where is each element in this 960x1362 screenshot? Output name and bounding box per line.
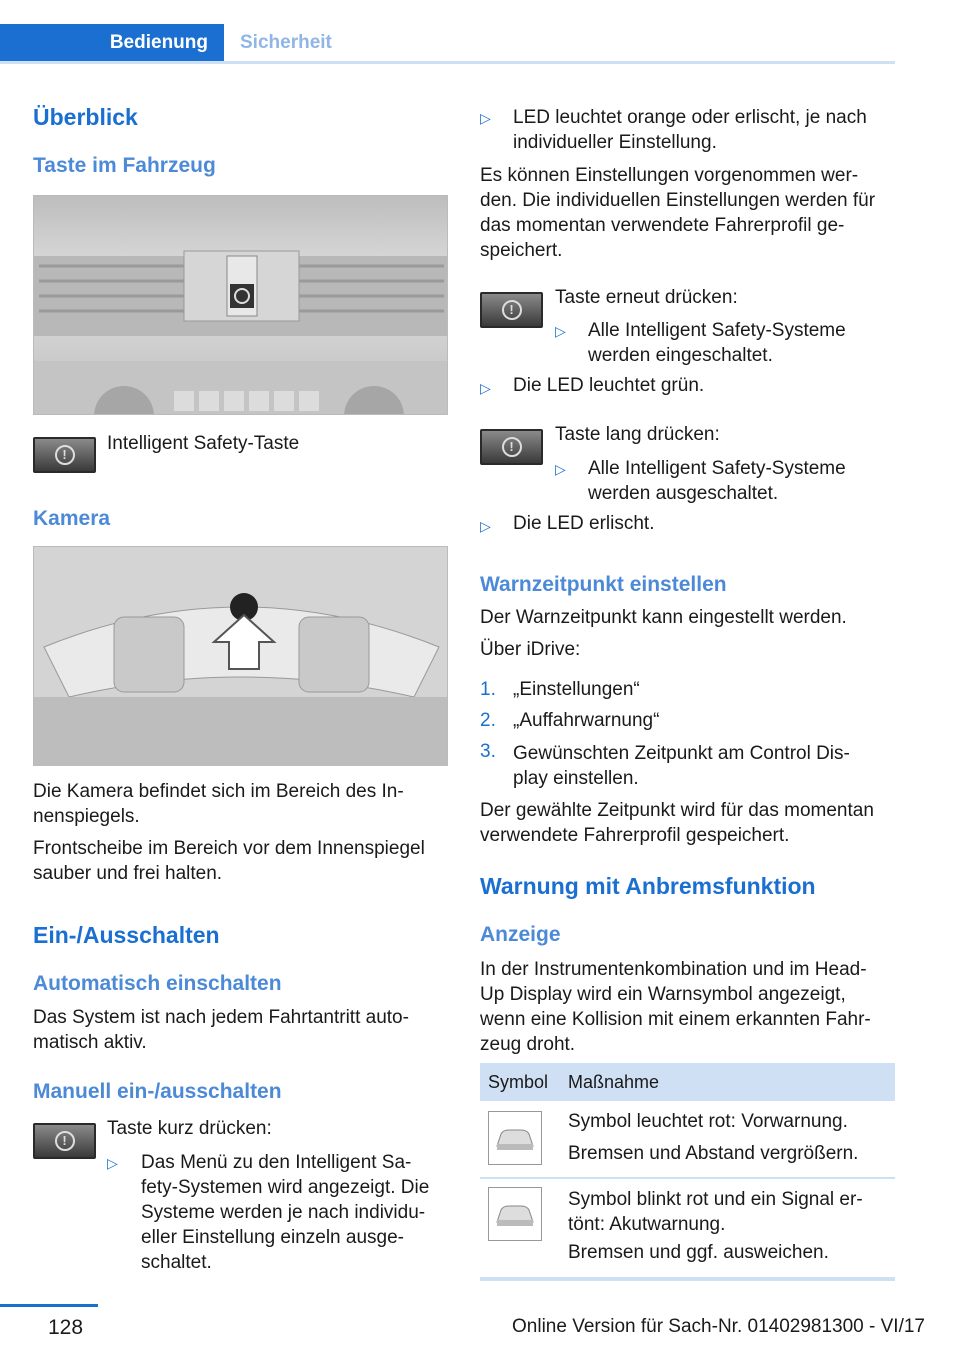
triangle-bullet-icon: ▷ bbox=[480, 518, 491, 534]
safety-button-icon: ! bbox=[33, 437, 96, 473]
triangle-bullet-icon: ▷ bbox=[480, 110, 491, 126]
table-row bbox=[480, 1179, 895, 1281]
page-number: 128 bbox=[48, 1316, 84, 1339]
step-number: 1. bbox=[480, 679, 496, 700]
heading-display: Anzeige bbox=[480, 923, 561, 946]
press-again-text: Taste erneut drücken: bbox=[555, 287, 738, 308]
chapter-tabs bbox=[0, 24, 895, 62]
camera-location-text: Die Kamera befindet sich im Bereich des In- nenspiegels. bbox=[33, 781, 404, 827]
safety-button-icon-3: ! bbox=[480, 292, 543, 328]
chosen-text: Der gewählte Zeitpunkt wird für das momentan verwendete Fahrerprofil gespeichert. bbox=[480, 800, 874, 846]
dashboard-photo bbox=[33, 195, 448, 415]
long-press-text: Taste lang drücken: bbox=[555, 424, 720, 445]
button-caption: Intelligent Safety-Taste bbox=[107, 433, 300, 454]
warntime-text: Der Warnzeitpunkt kann eingestellt werden. bbox=[480, 607, 847, 628]
table-header-symbol: Symbol bbox=[488, 1072, 549, 1092]
again-bullet: Alle Intelligent Safety-Systeme werden eingeschaltet. bbox=[588, 320, 846, 366]
table-row bbox=[480, 1101, 895, 1179]
triangle-bullet-icon: ▷ bbox=[480, 380, 491, 396]
led-orange-bullet: LED leuchtet orange oder erlischt, je nach individueller Einstellung. bbox=[513, 107, 867, 153]
heading-auto: Automatisch einschalten bbox=[33, 972, 282, 995]
row-text-1: Symbol leuchtet rot: Vorwarnung. bbox=[568, 1111, 848, 1132]
short-press-text: Taste kurz drücken: bbox=[107, 1118, 272, 1139]
step-text: „Auffahrwarnung“ bbox=[513, 710, 660, 731]
long-bullet: Alle Intelligent Safety-Systeme werden ausgeschaltet. bbox=[588, 458, 846, 504]
short-press-bullet: Das Menü zu den Intelligent Sa- fety-Systemen wird angezeigt. Die Systeme werden je nach individu- eller Einstellung einzeln ausge- schaltet. bbox=[141, 1152, 430, 1273]
table-header-measure: Maßnahme bbox=[568, 1072, 660, 1092]
heading-camera: Kamera bbox=[33, 507, 111, 530]
footer-text: Online Version für Sach-Nr. 01402981300 - VI/17 bbox=[512, 1316, 925, 1337]
display-text: In der Instrumentenkombination und im Head- Up Display wird ein Warnsymbol angezeigt, wenn eine Kollision mit einem erkannten Fahr- zeug droht. bbox=[480, 959, 871, 1055]
tab-divider bbox=[0, 61, 895, 64]
safety-button-icon-4: ! bbox=[480, 429, 543, 465]
camera-clean-text: Frontscheibe im Bereich vor dem Innenspiegel sauber und frei halten. bbox=[33, 838, 425, 884]
heading-onoff: Ein-/Ausschalten bbox=[33, 922, 220, 948]
dashboard-illustration bbox=[34, 196, 448, 415]
windshield-illustration bbox=[34, 547, 448, 766]
table-header bbox=[480, 1063, 895, 1101]
heading-warntime: Warnzeitpunkt einstellen bbox=[480, 573, 727, 596]
triangle-bullet-icon: ▷ bbox=[555, 323, 566, 339]
tab-bedienung[interactable]: Bedienung bbox=[0, 24, 224, 62]
idrive-text: Über iDrive: bbox=[480, 639, 581, 660]
row-text-2: Bremsen und Abstand vergrößern. bbox=[568, 1143, 859, 1164]
off-bullet: Die LED erlischt. bbox=[513, 513, 655, 534]
car-warning-icon bbox=[488, 1111, 542, 1165]
triangle-bullet-icon: ▷ bbox=[107, 1155, 118, 1171]
heading-button: Taste im Fahrzeug bbox=[33, 154, 216, 177]
step-number: 2. bbox=[480, 710, 496, 731]
car-warning-icon bbox=[488, 1187, 542, 1241]
tab-sicherheit[interactable]: Sicherheit bbox=[240, 32, 332, 53]
heading-manual: Manuell ein-/ausschalten bbox=[33, 1080, 282, 1103]
footer-divider bbox=[0, 1304, 98, 1307]
step-number: 3. bbox=[480, 741, 496, 762]
row-text-2: Bremsen und ggf. ausweichen. bbox=[568, 1242, 829, 1263]
heading-brake: Warnung mit Anbremsfunktion bbox=[480, 873, 816, 899]
safety-button-icon-2: ! bbox=[33, 1123, 96, 1159]
camera-photo bbox=[33, 546, 448, 766]
auto-text: Das System ist nach jedem Fahrtantritt auto- matisch aktiv. bbox=[33, 1007, 409, 1053]
step-text: Gewünschten Zeitpunkt am Control Dis- play einstellen. bbox=[513, 743, 850, 789]
green-bullet: Die LED leuchtet grün. bbox=[513, 375, 705, 396]
settings-text: Es können Einstellungen vorgenommen wer- den. Die individuellen Einstellungen werden für das momentan verwendete Fahrerprofil ge- speichert. bbox=[480, 165, 876, 261]
row-text-1: Symbol blinkt rot und ein Signal er- tönt: Akutwarnung. bbox=[568, 1189, 863, 1235]
step-text: „Einstellungen“ bbox=[513, 679, 640, 700]
heading-overview: Überblick bbox=[33, 104, 138, 130]
triangle-bullet-icon: ▷ bbox=[555, 461, 566, 477]
